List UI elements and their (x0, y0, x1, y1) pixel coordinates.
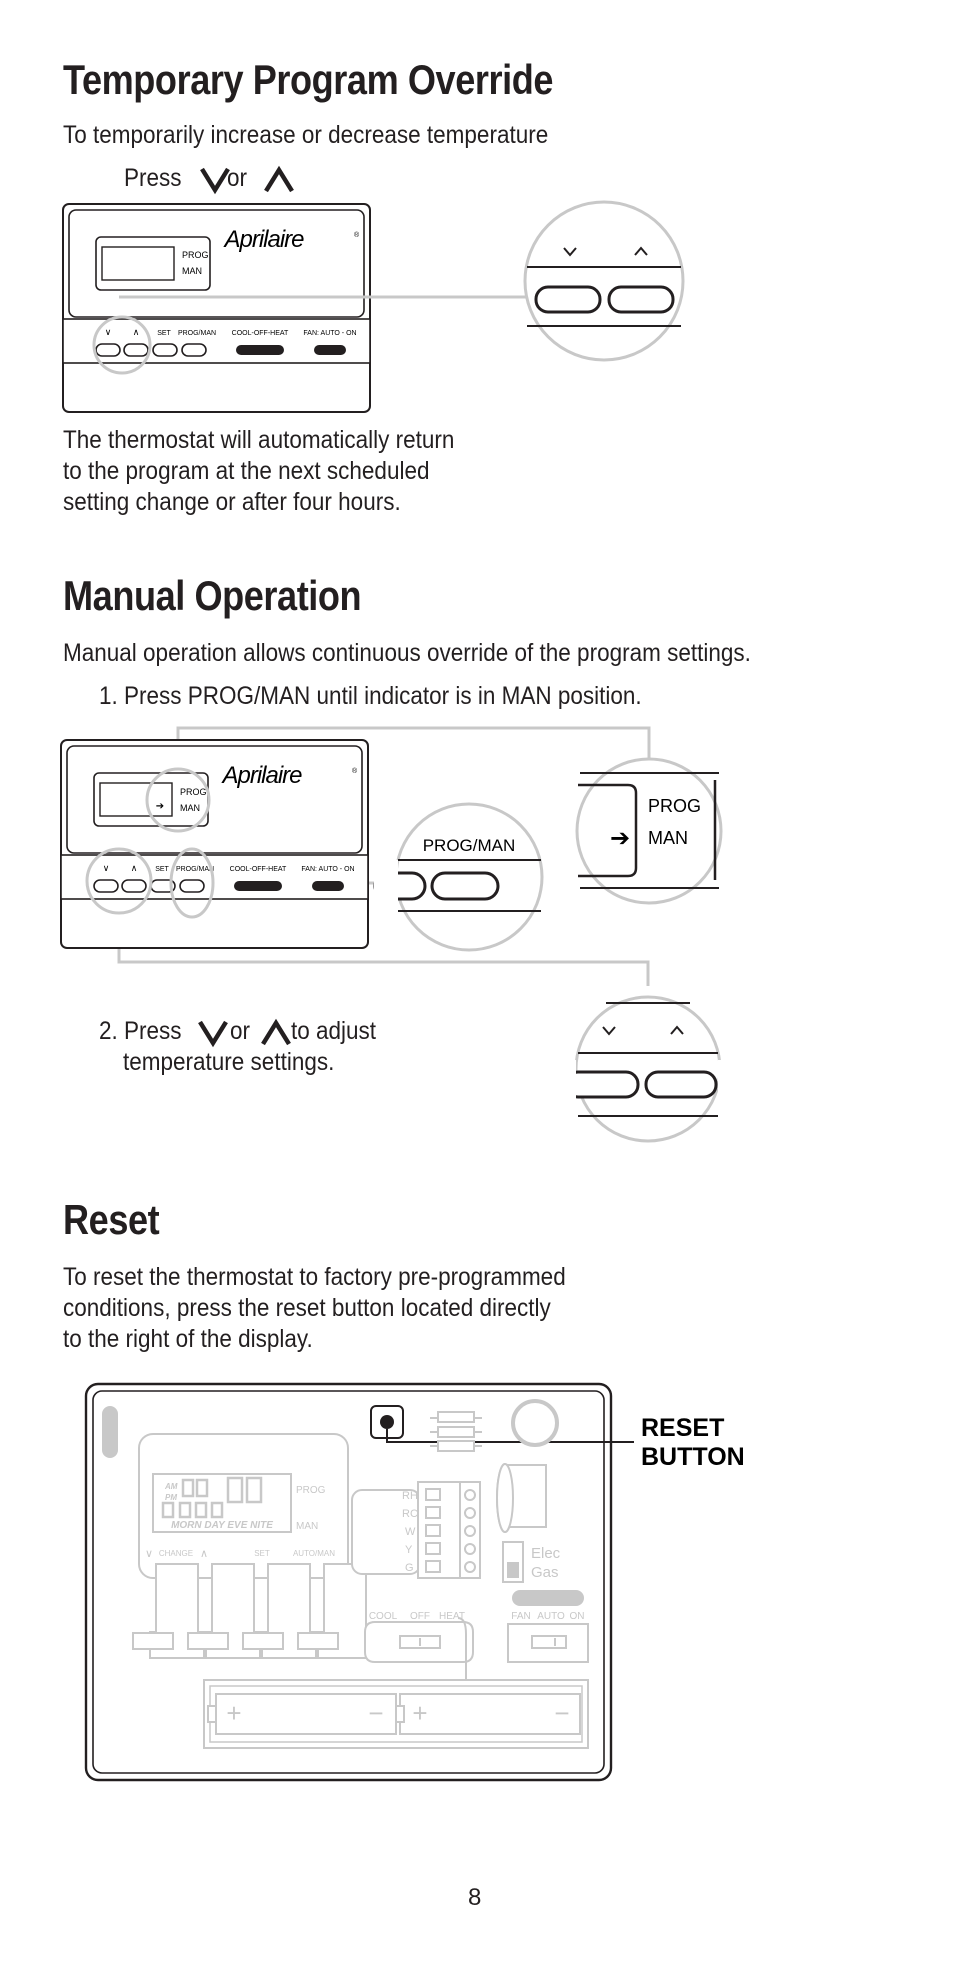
battery-1-plus: + (226, 1698, 242, 1728)
board-prog-label: PROG (296, 1485, 326, 1496)
override-note (63, 425, 454, 518)
board-up-label: ∧ (199, 1548, 209, 1560)
up-label: ∧ (132, 327, 140, 337)
terminal-rc: RC (402, 1508, 418, 1520)
zoom-arrow-icon: ➔ (609, 825, 631, 852)
reset-button[interactable] (380, 1415, 394, 1429)
board-auto-man-label: AUTO/MAN (292, 1549, 336, 1558)
press-label: Press (124, 164, 182, 192)
board-side-clip (102, 1406, 118, 1458)
step2-temperature: temperature settings. (123, 1048, 335, 1076)
up-button[interactable] (124, 344, 148, 356)
prog-man-button[interactable] (180, 880, 204, 892)
override-note-line-3: setting change or after four hours. (63, 488, 401, 516)
elec-label: Elec (531, 1545, 561, 1562)
zoom2-up-button[interactable] (646, 1072, 716, 1097)
man-arrow-icon: ➔ (155, 801, 165, 812)
cool-off-heat-label: COOL-OFF-HEAT (231, 330, 289, 337)
zoom-up-button[interactable] (609, 287, 673, 312)
manual-intro: Manual operation allows continuous override of the program settings. (63, 639, 751, 667)
thermostat-figure-2 (0, 720, 954, 1160)
board-fan-label: FAN (511, 1611, 531, 1622)
buzzer (513, 1401, 557, 1445)
cool-off-heat-switch[interactable] (236, 345, 284, 355)
zoom-prog-man-text: PROG/MAN (422, 836, 516, 855)
board-man-label: MAN (296, 1521, 319, 1532)
board-auto-label: AUTO (537, 1611, 565, 1622)
reset-intro-line-2: conditions, press the reset button located directly (63, 1294, 551, 1322)
board-set-label: SET (254, 1549, 270, 1558)
reset-callout-1: RESET (641, 1414, 725, 1442)
man-label: MAN (182, 266, 202, 276)
man-label: MAN (180, 803, 200, 813)
board-down-label: ∨ (144, 1548, 154, 1560)
board-cool-label: COOL (368, 1611, 398, 1622)
manual-step-1: 1. Press PROG/MAN until indicator is in MAN position. (99, 682, 642, 710)
battery-2-plus: + (412, 1698, 428, 1728)
override-intro: To temporarily increase or decrease temperature (63, 121, 549, 149)
override-title: Temporary Program Override (63, 56, 554, 103)
fan-switch[interactable] (312, 881, 344, 891)
down-button[interactable] (94, 880, 118, 892)
step2-up-arrow-icon (261, 1020, 291, 1046)
registered-mark: ® (354, 232, 360, 239)
fan-slider[interactable] (532, 1636, 566, 1648)
manual-title: Manual Operation (63, 572, 362, 619)
reset-callout-2: BUTTON (641, 1443, 745, 1471)
board-on-label: ON (569, 1611, 585, 1622)
prog-man-label: PROG/MAN (175, 866, 215, 873)
override-note-line-2: to the program at the next scheduled (63, 457, 430, 485)
up-arrow-icon (264, 167, 294, 193)
prog-man-label: PROG/MAN (177, 330, 217, 337)
down-label: ∨ (102, 863, 110, 873)
press-line (124, 163, 324, 195)
down-arrow-icon (200, 167, 230, 193)
battery-2-minus: − (554, 1698, 570, 1728)
manual-step-2 (99, 1016, 459, 1086)
page-number: 8 (468, 1884, 482, 1911)
cool-off-heat-switch[interactable] (234, 881, 282, 891)
board-heat-label: HEAT (439, 1611, 465, 1622)
set-label: SET (155, 866, 169, 873)
down-label: ∨ (104, 327, 112, 337)
zoom-prog-man-btn[interactable] (432, 873, 498, 899)
zoom2-down-button[interactable] (566, 1072, 638, 1097)
registered-mark: ® (352, 768, 358, 775)
zoom-arrow-buttons (576, 997, 720, 1141)
reset-intro-line-3: to the right of the display. (63, 1325, 313, 1353)
set-label: SET (157, 330, 171, 337)
or-label: or (227, 164, 248, 192)
reset-title: Reset (63, 1196, 160, 1243)
lcd-am: AM (165, 1482, 178, 1491)
fan-label: FAN: AUTO - ON (303, 330, 357, 337)
resistor-component (430, 1412, 482, 1451)
zoom-man-label: MAN (648, 828, 688, 848)
circuit-board-figure (0, 1380, 954, 1800)
prog-label: PROG (180, 787, 207, 797)
gas-label: Gas (531, 1564, 559, 1581)
step2-adjust: to adjust (291, 1017, 377, 1045)
reset-intro (63, 1262, 566, 1355)
up-label: ∧ (130, 863, 138, 873)
set-button[interactable] (153, 344, 177, 356)
board-change-label: CHANGE (158, 1549, 194, 1558)
zoom-circle (525, 202, 683, 360)
step2-or: or (230, 1017, 251, 1045)
terminal-y: Y (405, 1544, 413, 1556)
brand-logo: Aprilaire (222, 762, 302, 789)
step2-press: 2. Press (99, 1017, 182, 1045)
zoom-prog-label: PROG (648, 796, 702, 816)
lcd-pm: PM (165, 1493, 177, 1502)
fan-switch[interactable] (314, 345, 346, 355)
step2-down-arrow-icon (198, 1020, 228, 1046)
board-off-label: OFF (410, 1611, 430, 1622)
thermostat-figure-1 (0, 195, 954, 425)
battery-1-minus: − (368, 1698, 384, 1728)
up-button[interactable] (122, 880, 146, 892)
prog-man-button[interactable] (182, 344, 206, 356)
zoom-down-button[interactable] (536, 287, 600, 312)
lcd-days: MORN DAY EVE NITE (171, 1520, 273, 1531)
terminal-g: G (405, 1562, 414, 1574)
override-note-line-1: The thermostat will automatically return (63, 426, 455, 454)
terminal-w: W (405, 1526, 416, 1538)
lcd-window (102, 247, 174, 280)
prog-label: PROG (182, 250, 209, 260)
cool-off-heat-label: COOL-OFF-HEAT (229, 866, 287, 873)
board-pad (512, 1590, 584, 1606)
reset-intro-line-1: To reset the thermostat to factory pre-programmed (63, 1263, 566, 1291)
terminal-rh: RH (402, 1490, 418, 1502)
fan-label: FAN: AUTO - ON (301, 866, 355, 873)
brand-logo: Aprilaire (224, 226, 304, 253)
down-button[interactable] (96, 344, 120, 356)
